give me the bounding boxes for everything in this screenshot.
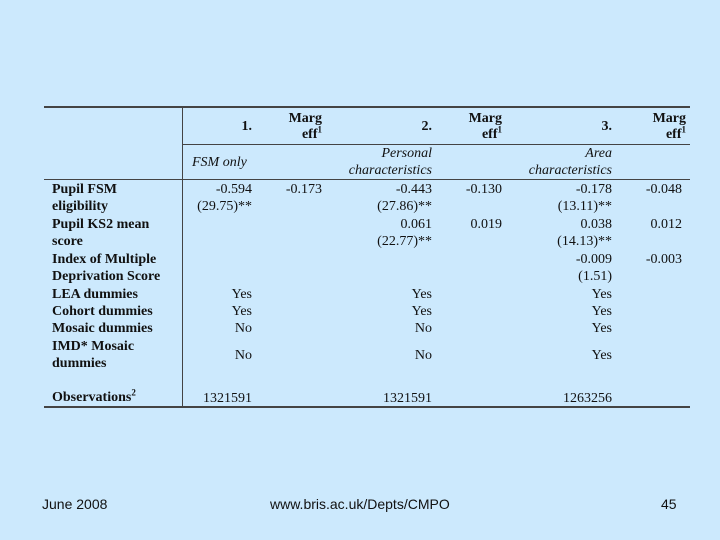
- marg3-fsm: -0.048: [645, 182, 682, 197]
- col3-fsm-tstat: (13.11)**: [557, 199, 612, 214]
- col2-number: 2.: [421, 119, 432, 134]
- footer-date: June 2008: [42, 496, 108, 512]
- regression-table: [44, 106, 690, 408]
- col3-ks2-tstat: (14.13)**: [557, 234, 612, 249]
- col3-number: 3.: [601, 119, 612, 134]
- marg2-header-line2: eff$^1$: [481, 124, 502, 142]
- marg3-header-line1: Marg: [652, 111, 686, 126]
- col2-lea: Yes: [411, 287, 432, 302]
- col3-imd-mosaic: Yes: [591, 348, 612, 363]
- col2-ks2-coef: 0.061: [400, 217, 432, 232]
- row-label: IMD* Mosaic: [52, 339, 135, 354]
- col2-observations: 1321591: [383, 391, 432, 406]
- marg2-fsm: -0.130: [465, 182, 502, 197]
- observations-label: Observations$^2$: [52, 387, 136, 405]
- col1-observations: 1321591: [203, 391, 252, 406]
- col3-mosaic: Yes: [591, 321, 612, 336]
- col2-fsm-coef: -0.443: [395, 182, 432, 197]
- footer-page-number: 45: [661, 496, 677, 512]
- col2-subheader-line1: Personal: [381, 146, 432, 161]
- row-label: dummies: [52, 356, 107, 371]
- marg1-header-line1: Marg: [288, 111, 322, 126]
- col3-imd-tstat: (1.51): [578, 269, 612, 284]
- top-rule: [44, 106, 690, 108]
- col3-cohort: Yes: [591, 304, 612, 319]
- marg3-header-line2: eff$^1$: [665, 124, 686, 142]
- marg2-header-line1: Marg: [468, 111, 502, 126]
- col1-lea: Yes: [231, 287, 252, 302]
- row-label: eligibility: [52, 199, 108, 214]
- col2-imd-mosaic: No: [414, 348, 432, 363]
- row-label: Pupil FSM: [52, 182, 117, 197]
- col1-cohort: Yes: [231, 304, 252, 319]
- row-label: Index of Multiple: [52, 252, 157, 267]
- col3-subheader-line2: characteristics: [528, 163, 612, 178]
- marg1-fsm: -0.173: [285, 182, 322, 197]
- header-rule: [183, 144, 690, 145]
- col3-lea: Yes: [591, 287, 612, 302]
- marg3-ks2: 0.012: [650, 217, 682, 232]
- col3-subheader-line1: Area: [585, 146, 612, 161]
- column-divider: [182, 106, 183, 408]
- col2-cohort: Yes: [411, 304, 432, 319]
- col2-mosaic: No: [414, 321, 432, 336]
- col1-imd-mosaic: No: [234, 348, 252, 363]
- row-label: Mosaic dummies: [52, 321, 153, 336]
- col3-observations: 1263256: [563, 391, 612, 406]
- row-label: Cohort dummies: [52, 304, 153, 319]
- col1-mosaic: No: [234, 321, 252, 336]
- row-label: Pupil KS2 mean: [52, 217, 150, 232]
- col1-number: 1.: [241, 119, 252, 134]
- row-label: Deprivation Score: [52, 269, 161, 284]
- marg1-header-line2: eff$^1$: [301, 124, 322, 142]
- col2-subheader-line2: characteristics: [348, 163, 432, 178]
- col1-fsm-coef: -0.594: [215, 182, 252, 197]
- row-label: LEA dummies: [52, 287, 138, 302]
- col3-fsm-coef: -0.178: [575, 182, 612, 197]
- marg3-imd: -0.003: [645, 252, 682, 267]
- row-label: score: [52, 234, 83, 249]
- subheader-rule: [44, 179, 690, 180]
- footer-url: www.bris.ac.uk/Depts/CMPO: [270, 496, 450, 512]
- col2-fsm-tstat: (27.86)**: [377, 199, 432, 214]
- marg2-ks2: 0.019: [470, 217, 502, 232]
- col1-fsm-tstat: (29.75)**: [197, 199, 252, 214]
- col3-imd-coef: -0.009: [575, 252, 612, 267]
- col1-subheader: FSM only: [192, 155, 247, 170]
- col3-ks2-coef: 0.038: [580, 217, 612, 232]
- col2-ks2-tstat: (22.77)**: [377, 234, 432, 249]
